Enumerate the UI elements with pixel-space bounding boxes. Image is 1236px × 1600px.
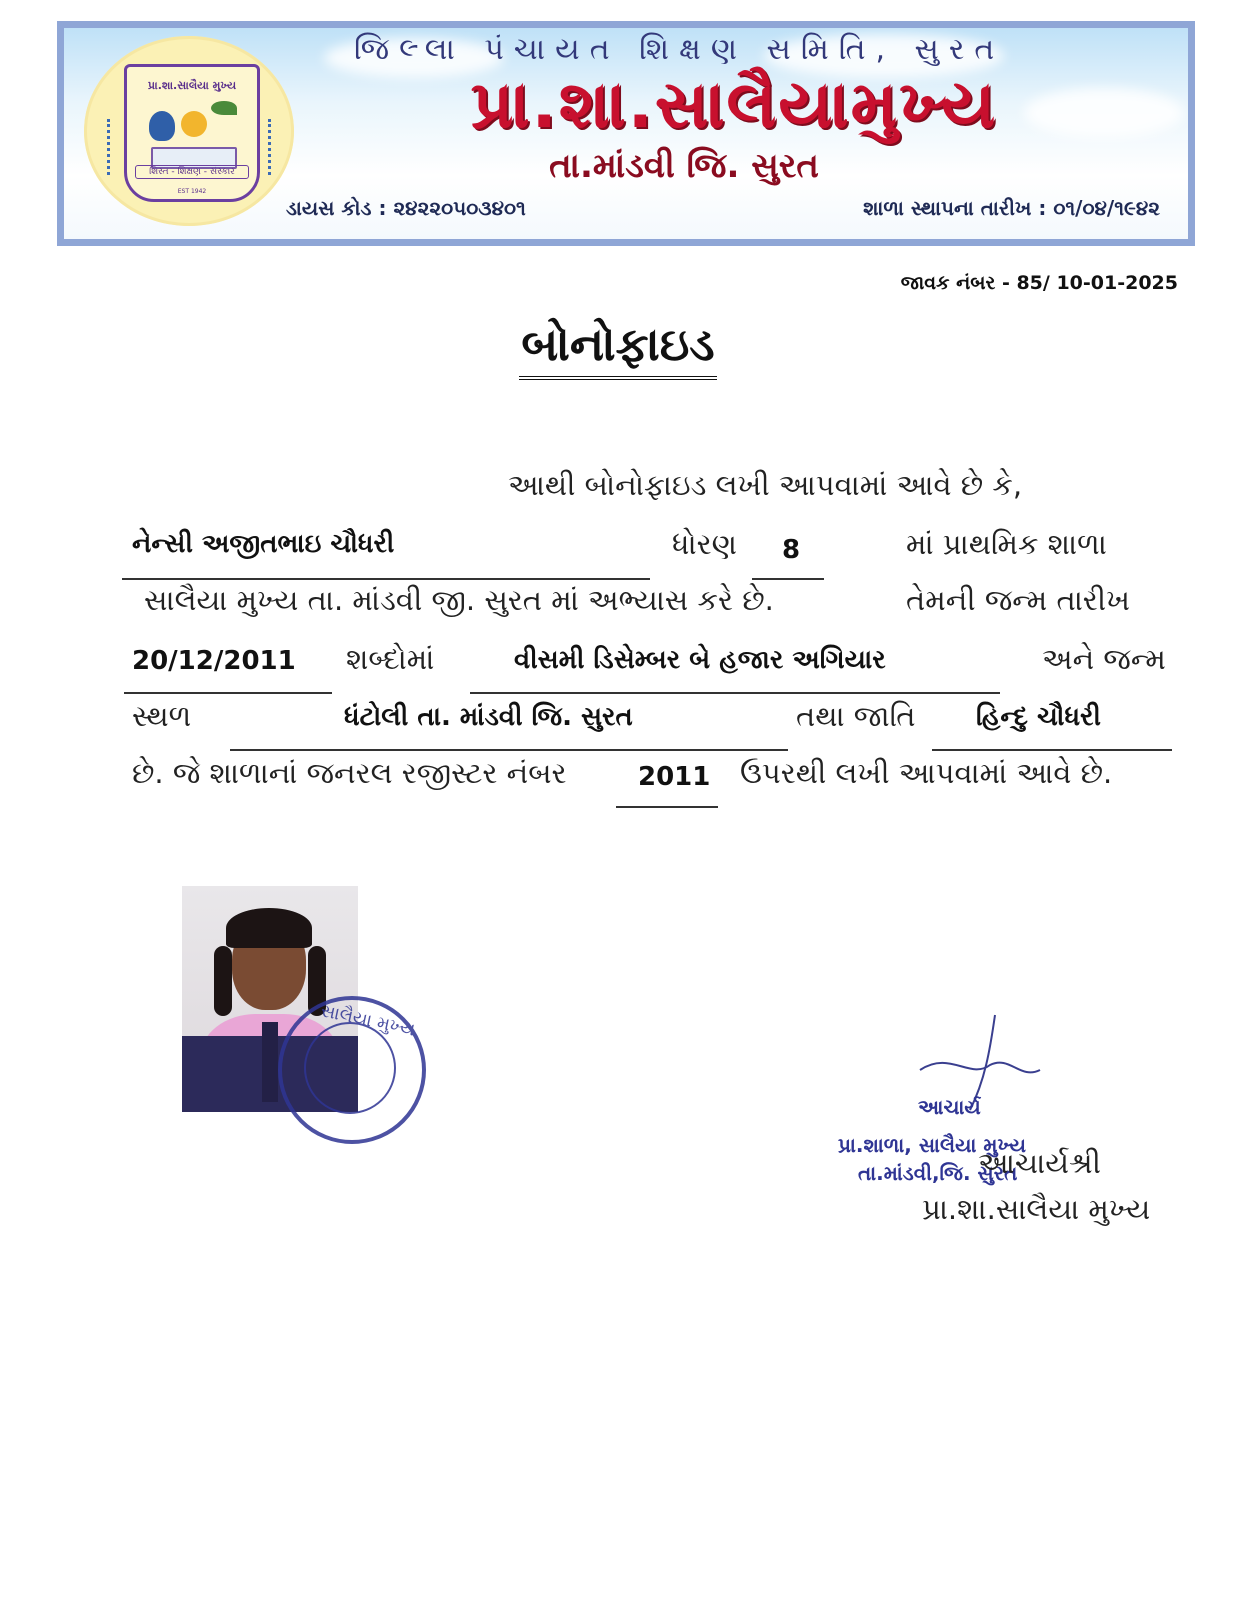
stamp-role: આચાર્ય (918, 1095, 981, 1119)
fill-line (932, 749, 1172, 751)
photo-tie (262, 1022, 278, 1102)
photo-hair (226, 908, 312, 948)
caste-label: તથા જાતિ (796, 699, 916, 733)
intro-line: આથી બોનોફાઇડ લખી આપવામાં આવે છે કે, (508, 468, 1023, 502)
caste-value: હિન્દુ ચૌધરી (976, 702, 1101, 732)
fill-line (124, 692, 332, 694)
bird-icon (211, 101, 237, 115)
document-title-wrap (0, 312, 1236, 380)
dise-code: ડાયસ કોડ : ૨૪૨૨૦૫૦૩૪૦૧ (286, 196, 526, 220)
register-line-end: ઉપરથી લખી આપવામાં આવે છે. (740, 756, 1113, 790)
std-value: 8 (782, 535, 801, 565)
fill-line (752, 578, 824, 580)
fill-line (230, 749, 788, 751)
outward-number: જાવક નંબર - 85/ 10-01-2025 (900, 272, 1178, 294)
logo-est: EST 1942 (177, 188, 207, 195)
wheat-icon (268, 119, 281, 175)
school-place: તા.માંડવી જિ. સુરત (549, 146, 819, 186)
stamp-line2: તા.માંડવી,જિ. સુરત (858, 1161, 1018, 1185)
fill-line (616, 806, 718, 808)
signatory-school: પ્રા.શા.સાલૈયા મુખ્ય (922, 1192, 1151, 1226)
school-logo (84, 36, 294, 226)
std-label: ધોરણ (672, 527, 737, 561)
wheat-icon (107, 119, 120, 175)
sun-icon (181, 111, 207, 137)
gr-number: 2011 (638, 762, 711, 792)
stamp-line1: પ્રા.શાળા, સાલૈયા મુખ્ય (838, 1133, 1026, 1157)
samiti-name: જિલ્લા પંચાયત શિક્ષણ સમિતિ, સુરત (354, 32, 1005, 67)
signatory-role: આચાર્યશ્રી (978, 1146, 1101, 1180)
dob-label: તેમની જન્મ તારીખ (906, 583, 1130, 617)
fill-line (122, 578, 650, 580)
dob-value: 20/12/2011 (132, 646, 296, 676)
student-name: નેન્સી અજીતભાઇ ચૌધરી (132, 529, 395, 559)
register-line-start: છે. જે શાળાનાં જનરલ રજીસ્ટર નંબર (132, 756, 567, 790)
head-icon (149, 111, 175, 141)
header-banner (57, 21, 1195, 246)
fill-line (470, 692, 1000, 694)
and-birth-label: અને જન્મ (1042, 642, 1166, 676)
logo-motto: શિસ્ત - શિક્ષણ - સંસ્કાર (135, 165, 249, 179)
school-name: પ્રા.શા.સાલૈયામુખ્ય (470, 66, 998, 143)
place-label: સ્થળ (132, 699, 192, 733)
seal-inner-ring (304, 1022, 396, 1114)
photo-braid (214, 946, 232, 1016)
dob-words: વીસમી ડિસેમ્બર બે હજાર અગિયાર (514, 645, 886, 675)
logo-shield (124, 64, 260, 202)
line2-tail: માં પ્રાથમિક શાળા (906, 527, 1107, 561)
document-title: બોનોફાઇડ (519, 312, 716, 380)
logo-top-text: પ્રા.શા.સાલૈયા મુખ્ય (147, 79, 237, 92)
school-seal (278, 996, 426, 1144)
words-label: શબ્દોમાં (346, 642, 435, 676)
birth-place: ધંટોલી તા. માંડવી જિ. સુરત (344, 702, 633, 732)
school-line: સાલૈયા મુખ્ય તા. માંડવી જી. સુરત માં અભ્યાસ કરે છે. (144, 583, 774, 617)
established-date: શાળા સ્થાપના તારીખ : ૦૧/૦૪/૧૯૪૨ (863, 196, 1160, 220)
seal-text: સાલૈયા મુખ્ય (318, 1000, 417, 1041)
